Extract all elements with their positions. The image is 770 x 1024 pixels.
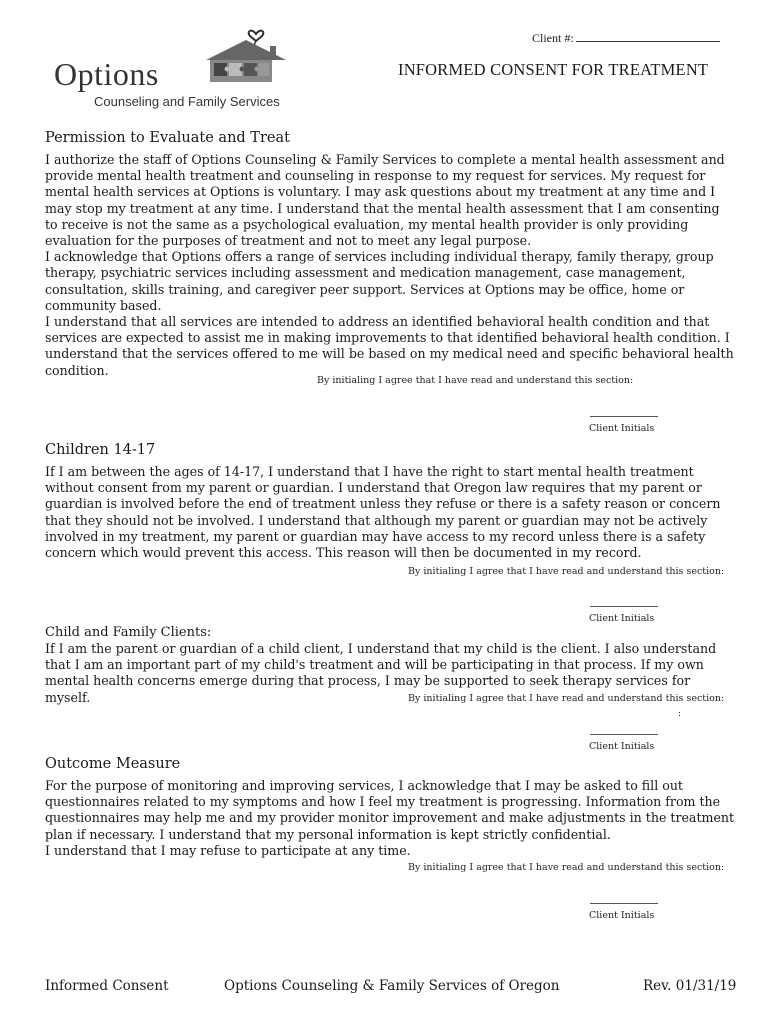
initials-field[interactable] — [590, 734, 658, 735]
client-number-label: Client #: — [532, 31, 574, 45]
section-heading-children: Children 14-17 — [45, 442, 156, 458]
agreement-statement: By initialing I agree that I have read and understand this section: — [408, 693, 725, 704]
initials-field[interactable] — [590, 606, 658, 607]
initials-label: Client Initials — [589, 910, 655, 921]
footer-center: Options Counseling & Family Services of Oregon — [224, 978, 560, 994]
paragraph: If I am the parent or guardian of a child client, I understand that my child is the client. I also understand that I am an important part of my child's treatment and will be participating in that process. If my own mental health concerns emerge during that process, I may be supported to seek therapy services for myself. — [45, 641, 717, 705]
paragraph: I understand that all services are intended to address an identified behavioral health condition and that services are expected to assist me in making improvements to that identified behavioral health condition. I understand that the services offered to me will be based on my medical need and specific behavioral health condition. — [45, 314, 734, 378]
house-puzzle-icon — [196, 22, 286, 82]
section-heading-outcome: Outcome Measure — [45, 756, 181, 772]
footer-left: Informed Consent — [45, 978, 169, 994]
section-body-children — [45, 464, 735, 561]
section-body-permission — [45, 152, 735, 379]
agreement-statement: By initialing I agree that I have read and understand this section: — [317, 375, 634, 386]
agreement-statement: By initialing I agree that I have read and understand this section: — [408, 862, 725, 873]
paragraph: If I am between the ages of 14-17, I understand that I have the right to start mental health treatment without consent from my parent or guardian. I understand that Oregon law requires that my parent or guardian is involved before the end of treatment unless they refuse or there is a safety reason or concern that they should not be involved. I understand that although my parent or guardian may not be actively involved in my treatment, my parent or guardian may have access to my record unless there is a safety concern which would prevent this access. This reason will then be documented in my record. — [45, 464, 721, 561]
client-number-blank[interactable] — [576, 30, 720, 42]
paragraph: I authorize the staff of Options Counseling & Family Services to complete a mental health assessment and provide mental health treatment and counseling in response to my request for services. My request for mental health services at Options is voluntary. I may ask questions about my treatment at any time and I may stop my treatment at any time. I understand that the mental health assessment that I am consenting to receive is not the same as a psychological evaluation, my mental health provider is only providing evaluation for the purposes of treatment and not to meet any legal purpose. — [45, 152, 725, 249]
paragraph: I acknowledge that Options offers a range of services including individual therapy, family therapy, group therapy, psychiatric services including assessment and medication management, case management, consultation, skills training, and caregiver peer support. Services at Options may be office, home or community based. — [45, 249, 714, 313]
section-heading-child-family: Child and Family Clients: — [45, 625, 212, 640]
logo-wordmark: Options — [54, 56, 159, 92]
paragraph: I understand that I may refuse to participate at any time. — [45, 842, 411, 858]
section-body-outcome — [45, 778, 735, 859]
agreement-statement: By initialing I agree that I have read and understand this section: — [408, 566, 725, 577]
initials-label: Client Initials — [589, 741, 655, 752]
logo — [50, 22, 300, 112]
initials-label: Client Initials — [589, 423, 655, 434]
logo-subtitle: Counseling and Family Services — [94, 94, 280, 109]
initials-field[interactable] — [590, 416, 658, 417]
paragraph: For the purpose of monitoring and improving services, I acknowledge that I may be asked to fill out questionnaires related to my symptoms and how I feel my treatment is progressing. Information from the questionnaires may help me and my provider monitor improvement and make adjustments in the treatment plan if necessary. I understand that my personal information is kept strictly confidential. — [45, 778, 735, 842]
document-title: INFORMED CONSENT FOR TREATMENT — [398, 60, 709, 79]
section-heading-permission: Permission to Evaluate and Treat — [45, 130, 290, 146]
footer-right: Rev. 01/31/19 — [643, 978, 737, 994]
initials-label: Client Initials — [589, 613, 655, 624]
stray-mark: : — [678, 709, 682, 719]
initials-field[interactable] — [590, 903, 658, 904]
client-number-field[interactable] — [532, 30, 720, 46]
